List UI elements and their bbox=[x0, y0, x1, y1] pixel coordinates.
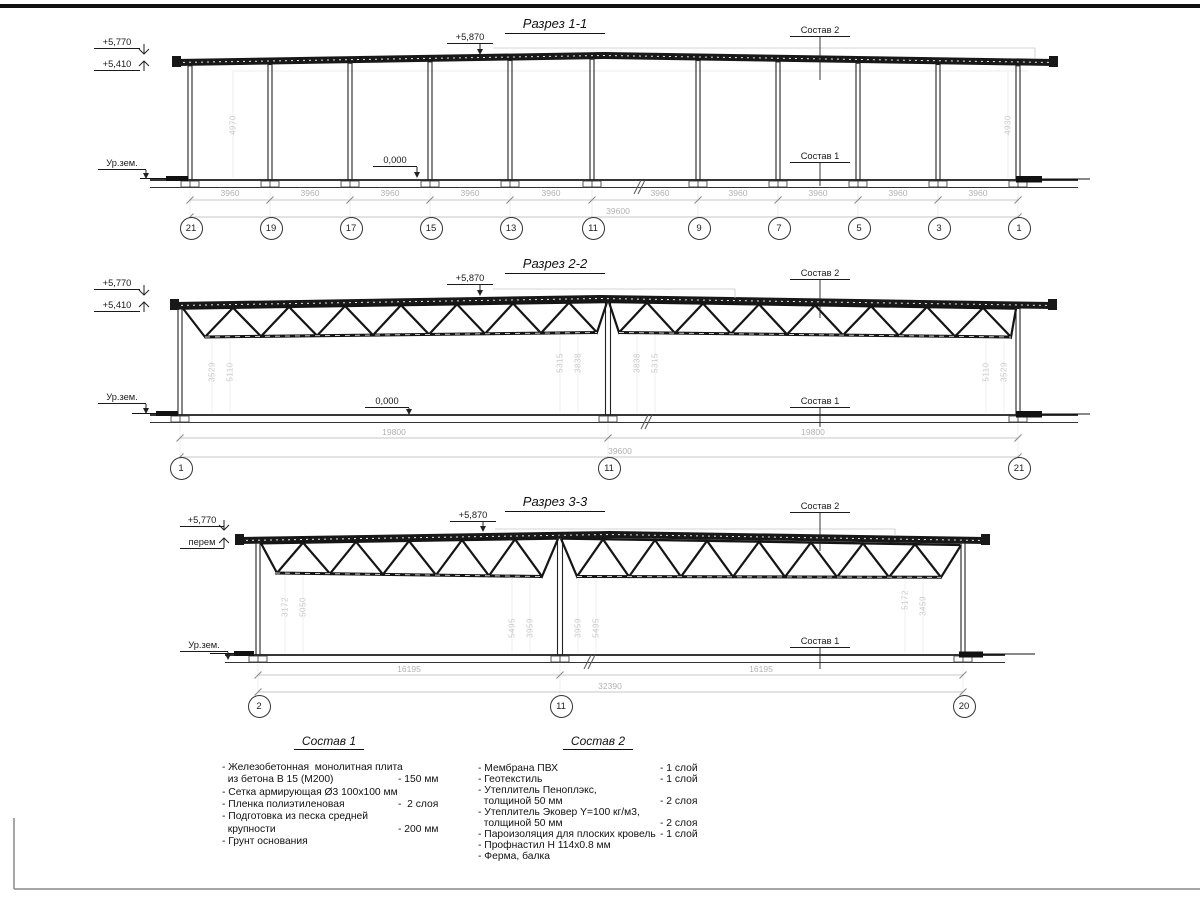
legend-row: - Подготовка из песка средней bbox=[222, 811, 368, 822]
section-1-drawing bbox=[139, 37, 1090, 221]
vertical-dimension: 3172 bbox=[280, 597, 290, 617]
legend-row: крупности bbox=[222, 824, 276, 835]
bay-dimension: 3960 bbox=[968, 188, 988, 198]
vertical-dimension: 3959 bbox=[525, 618, 535, 638]
total-dimension: 39600 bbox=[606, 206, 630, 216]
legend-row: - Профнастил Н 114х0.8 мм bbox=[478, 840, 611, 851]
section2-title: Разрез 2-2 bbox=[505, 256, 605, 274]
legend-row: из бетона В 15 (М200) bbox=[222, 774, 334, 785]
legend-row: - Мембрана ПВХ bbox=[478, 763, 558, 774]
axis-bubble: 17 bbox=[340, 217, 363, 240]
sostav1-label: Состав 1 bbox=[790, 151, 850, 163]
bay-dimension: 3960 bbox=[380, 188, 400, 198]
bay-dimension: 16195 bbox=[749, 664, 773, 674]
vertical-dimension: 5315 bbox=[555, 353, 565, 373]
legend-row: - Утеплитель Пеноплэкс, bbox=[478, 785, 597, 796]
ground-level-label: Ур.зем. bbox=[98, 158, 146, 170]
legend-value: - 200 мм bbox=[398, 824, 439, 835]
axis-bubble: 11 bbox=[598, 457, 621, 480]
axis-bubble: 13 bbox=[500, 217, 523, 240]
vertical-dimension: 5315 bbox=[650, 353, 660, 373]
vertical-dimension: 5110 bbox=[225, 362, 235, 382]
legend-row: - Пленка полиэтиленовая bbox=[222, 799, 345, 810]
axis-bubble: 20 bbox=[953, 695, 976, 718]
vertical-dimension: 5495 bbox=[507, 618, 517, 638]
zero-level-label: 0,000 bbox=[373, 155, 417, 167]
vertical-dimension: 5110 bbox=[981, 362, 991, 382]
vertical-dimension: 4970 bbox=[228, 115, 238, 135]
axis-bubble: 21 bbox=[180, 217, 203, 240]
total-dimension: 32390 bbox=[598, 681, 622, 691]
vertical-dimension: 3529 bbox=[207, 362, 217, 382]
legend-value: - 2 слоя bbox=[398, 799, 439, 810]
ridge-elevation-label: +5,870 bbox=[447, 32, 493, 44]
sostav1-label: Состав 1 bbox=[790, 396, 850, 408]
legend-value: - 1 слой bbox=[660, 763, 698, 774]
sostav1-label: Состав 1 bbox=[790, 636, 850, 648]
bay-dimension: 3960 bbox=[541, 188, 561, 198]
vertical-dimension: 5495 bbox=[591, 618, 601, 638]
elevation-label-bottom: перем bbox=[180, 537, 224, 549]
axis-bubble: 5 bbox=[848, 217, 871, 240]
sostav2-label: Состав 2 bbox=[790, 268, 850, 280]
elevation-label-bottom: +5,410 bbox=[94, 300, 140, 312]
legend-row: - Грунт основания bbox=[222, 836, 308, 847]
vertical-dimension: 4930 bbox=[1003, 115, 1013, 135]
section1-title: Разрез 1-1 bbox=[505, 16, 605, 34]
legend-row: толщиной 50 мм bbox=[478, 796, 563, 807]
section-3-drawing bbox=[210, 513, 1035, 698]
legend-row: - Сетка армирующая Ø3 100x100 мм bbox=[222, 787, 398, 798]
vertical-dimension: 3838 bbox=[632, 353, 642, 373]
axis-bubble: 7 bbox=[768, 217, 791, 240]
legend-row: - Геотекстиль bbox=[478, 774, 543, 785]
elevation-label-top: +5,770 bbox=[94, 37, 140, 49]
vertical-dimension: 5050 bbox=[298, 597, 308, 617]
legend-value: - 2 слоя bbox=[660, 796, 698, 807]
sostav2-label: Состав 2 bbox=[790, 25, 850, 37]
bay-dimension: 3960 bbox=[728, 188, 748, 198]
section3-title: Разрез 3-3 bbox=[505, 494, 605, 512]
bay-dimension: 3960 bbox=[888, 188, 908, 198]
sostav2-label: Состав 2 bbox=[790, 501, 850, 513]
axis-bubble: 15 bbox=[420, 217, 443, 240]
vertical-dimension: 3838 bbox=[573, 353, 583, 373]
axis-bubble: 19 bbox=[260, 217, 283, 240]
bay-dimension: 3960 bbox=[650, 188, 670, 198]
legend-row: - Железобетонная монолитная плита bbox=[222, 762, 403, 773]
bay-dimension: 19800 bbox=[801, 427, 825, 437]
legend-row: - Пароизоляция для плоских кровель bbox=[478, 829, 656, 840]
bay-dimension: 3960 bbox=[808, 188, 828, 198]
elevation-label-bottom: +5,410 bbox=[94, 59, 140, 71]
axis-bubble: 9 bbox=[688, 217, 711, 240]
axis-bubble: 1 bbox=[1008, 217, 1031, 240]
legend-value: - 1 слой bbox=[660, 774, 698, 785]
elevation-label-top: +5,770 bbox=[180, 515, 224, 527]
bay-dimension: 16195 bbox=[397, 664, 421, 674]
ridge-elevation-label: +5,870 bbox=[450, 510, 496, 522]
ground-level-label: Ур.зем. bbox=[180, 640, 228, 652]
elevation-label-top: +5,770 bbox=[94, 278, 140, 290]
bay-dimension: 3960 bbox=[460, 188, 480, 198]
legend-value: - 1 слой bbox=[660, 829, 698, 840]
ground-level-label: Ур.зем. bbox=[98, 392, 146, 404]
axis-bubble: 21 bbox=[1008, 457, 1031, 480]
vertical-dimension: 3459 bbox=[918, 596, 928, 616]
vertical-dimension: 3959 bbox=[573, 618, 583, 638]
axis-bubble: 1 bbox=[170, 457, 193, 480]
zero-level-label: 0,000 bbox=[365, 396, 409, 408]
legend-row: толщиной 50 мм bbox=[478, 818, 563, 829]
axis-bubble: 11 bbox=[582, 217, 605, 240]
axis-bubble: 2 bbox=[248, 695, 271, 718]
legend-value: - 150 мм bbox=[398, 774, 439, 785]
legend-row: - Ферма, балка bbox=[478, 851, 550, 862]
legend-row: - Утеплитель Эковер Y=100 кг/м3, bbox=[478, 807, 640, 818]
legend-sostav1-title: Состав 1 bbox=[294, 734, 364, 750]
section-2-drawing bbox=[132, 280, 1090, 461]
ridge-elevation-label: +5,870 bbox=[447, 273, 493, 285]
vertical-dimension: 3529 bbox=[999, 362, 1009, 382]
legend-value: - 2 слоя bbox=[660, 818, 698, 829]
vertical-dimension: 5172 bbox=[900, 590, 910, 610]
axis-bubble: 11 bbox=[550, 695, 573, 718]
bay-dimension: 19800 bbox=[382, 427, 406, 437]
axis-bubble: 3 bbox=[928, 217, 951, 240]
bay-dimension: 3960 bbox=[220, 188, 240, 198]
total-dimension: 39600 bbox=[608, 446, 632, 456]
legend-sostav2-title: Состав 2 bbox=[563, 734, 633, 750]
bay-dimension: 3960 bbox=[300, 188, 320, 198]
